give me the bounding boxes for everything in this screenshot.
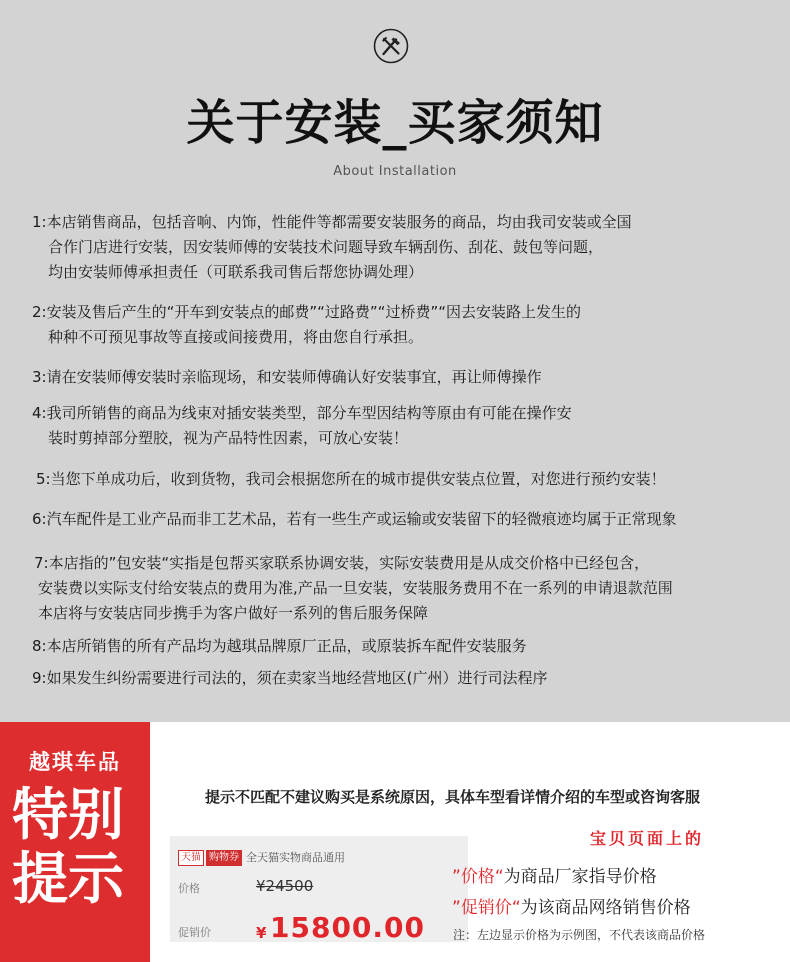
open-quote: ”: [452, 867, 461, 887]
page-title: 关于安装_买家须知: [186, 95, 604, 151]
tmall-badge: 天猫: [178, 850, 204, 866]
notice-text: 3:请在安装师傅安装时亲临现场，和安装师傅确认好安装事宜，再让师傅操作: [32, 368, 542, 386]
notice-text: 本店将与安装店同步携手为客户做好一系列的售后服务保障: [38, 604, 429, 622]
explanation-text: 为该商品网络销售价格: [520, 898, 691, 918]
notice-text: 合作门店进行安装，因安装师傅的安装技术问题导致车辆刮伤、刮花、鼓包等问题，: [48, 238, 604, 256]
coupon-badge: 购物券: [206, 850, 242, 866]
notice-item-7: [34, 551, 673, 626]
close-quote: “: [511, 898, 521, 918]
page-hint: 宝贝页面上的: [590, 829, 705, 848]
notice-item-4: [32, 401, 572, 451]
explanation-key: 促销价: [460, 898, 512, 918]
open-quote: ”: [452, 898, 461, 918]
explanation-key: 价格: [460, 867, 495, 887]
notice-text: 2:安装及售后产生的“开车到安装点的邮费”“过路费”“过桥费”“因去安装路上发生的: [32, 303, 581, 321]
brand-name: 越琪车品: [29, 750, 121, 774]
sale-price-label: 促销价: [178, 926, 211, 939]
coupon-text: 全天猫实物商品通用: [246, 851, 345, 864]
notice-text: 安装费以实际支付给安装点的费用为准,产品一旦安装，安装服务费用不在一系列的申请退款范围: [38, 579, 673, 597]
page-subtitle: About Installation: [333, 164, 457, 179]
sale-price-explanation: [452, 893, 691, 918]
notice-item-9: [32, 666, 547, 691]
notice-text: 9:如果发生纠纷需要进行司法的，须在卖家当地经营地区(广州）进行司法程序: [32, 669, 548, 687]
notice-text: 8:本店所销售的所有产品均为越琪品牌原厂正品，或原装拆车配件安装服务: [32, 637, 527, 655]
notice-text: 均由安装师傅承担责任（可联系我司售后帮您协调处理）: [48, 263, 424, 281]
close-quote: “: [494, 867, 504, 887]
notice-text: 5:当您下单成功后，收到货物，我司会根据您所在的城市提供安装点位置，对您进行预约安装！: [36, 470, 666, 488]
notice-text: 7:本店指的”包安装“实指是包帮买家联系协调安装，实际安装费用是从成交价格中已经包含，: [34, 554, 650, 572]
notice-text: 4:我司所销售的商品为线束对插安装类型，部分车型因结构等原由有可能在操作安: [32, 404, 572, 422]
special-title-line2: 提示: [12, 847, 124, 912]
hammer-wrench-icon: [373, 28, 409, 64]
price-explanation: [452, 862, 657, 887]
explanation-text: 为商品厂家指导价格: [503, 867, 657, 887]
original-price: ¥24500: [256, 877, 314, 895]
special-title-line1: 特别: [12, 783, 124, 848]
price-example-card: [170, 836, 468, 942]
price-label: 价格: [178, 882, 200, 895]
notice-item-3: [32, 365, 542, 390]
notice-item-1: [32, 210, 632, 285]
special-notice-banner: [0, 722, 150, 962]
special-notice-section: [0, 722, 790, 962]
notice-item-5: [36, 467, 666, 492]
notice-item-6: [32, 507, 677, 532]
notice-text: 6:汽车配件是工业产品而非工艺术品，若有一些生产或运输或安装留下的轻微痕迹均属于正常现象: [32, 510, 677, 528]
notice-item-8: [32, 634, 527, 659]
notice-text: 装时剪掉部分塑胶，视为产品特性因素，可放心安装！: [48, 429, 409, 447]
sale-price: 15800.00: [270, 911, 426, 944]
notice-item-2: [32, 300, 581, 350]
notice-text: 种种不可预见事故等直接或间接费用，将由您自行承担。: [48, 328, 424, 346]
price-disclaimer: 注：左边显示价格为示例图，不代表该商品价格: [453, 928, 706, 942]
notice-text: 1:本店销售商品，包括音响、内饰，性能件等都需要安装服务的商品，均由我司安装或全国: [32, 213, 632, 231]
mismatch-warning: 提示不匹配不建议购买是系统原因，具体车型看详情介绍的车型或咨询客服: [205, 788, 701, 806]
sale-currency: ¥: [256, 924, 267, 942]
